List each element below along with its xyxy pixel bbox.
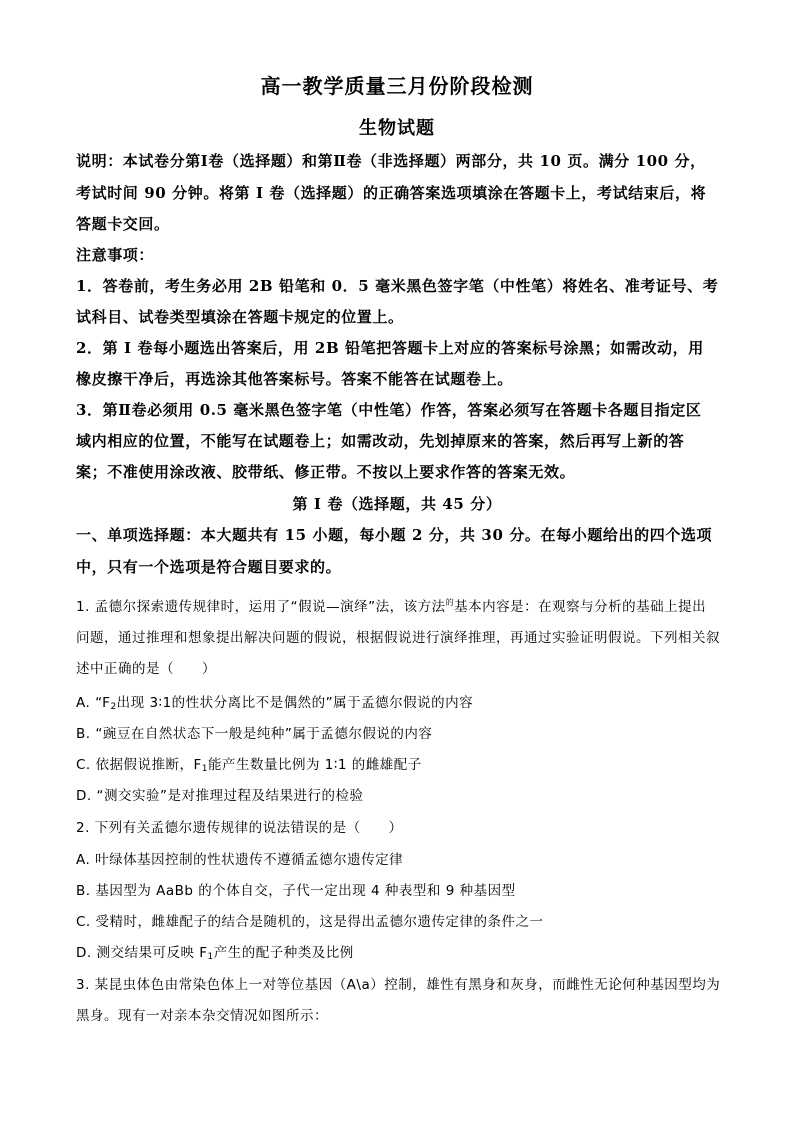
section-desc-line: 中，只有一个选项是符合题目要求的。 <box>76 558 342 576</box>
question-1-stem: 问题，通过推理和想象提出解决问题的假说，根据假说进行演绎推理，再通过实验证明假说。下列相关叙 <box>76 630 720 646</box>
question-1-option-c: C. 依据假说推断，$F_1$能产生数量比例为 1∶1 的雌雄配子 <box>76 757 422 774</box>
question-3-stem: 黑身。现有一对亲本杂交情况如图所示： <box>76 1008 328 1024</box>
note-line: 域内相应的位置，不能写在试题卷上；如需改动，先划掉原来的答案，然后再写上新的答 <box>76 432 685 450</box>
intro-line: 说明：本试卷分第Ⅰ卷（选择题）和第Ⅱ卷（非选择题）两部分，共 10 页。满分 100 分， <box>76 152 706 170</box>
question-1-option-d: D. “测交实验”是对推理过程及结果进行的检验 <box>76 788 364 804</box>
note-line: 试科目、试卷类型填涂在答题卡规定的位置上。 <box>76 308 404 326</box>
section-heading: 第 Ⅰ 卷（选择题，共 45 分） <box>292 495 502 513</box>
question-1-option-a: A. “$F_2$出现 3∶1的性状分离比不是偶然的”属于孟德尔假说的内容 <box>76 695 474 712</box>
note-line: 橡皮擦干净后，再选涂其他答案标号。答案不能答在试题卷上。 <box>76 370 513 388</box>
question-2-option-a: A. 叶绿体基因控制的性状遗传不遵循孟德尔遗传定律 <box>76 852 404 868</box>
question-2-stem: 2. 下列有关孟德尔遗传规律的说法错误的是（ ） <box>76 820 403 836</box>
question-1-stem: 述中正确的是（ ） <box>76 661 216 677</box>
intro-line: 答题卡交回。 <box>76 215 170 233</box>
question-1-stem: 1. 孟德尔探索遗传规律时，运用了“假说—演绎”法，该方法$^的$基本内容是：在观察与分析的基础上提出 <box>76 598 707 615</box>
question-2-option-c: C. 受精时，雌雄配子的结合是随机的，这是得出孟德尔遗传定律的条件之一 <box>76 914 544 930</box>
note-line: 案；不准使用涂改液、胶带纸、修正带。不按以上要求作答的答案无效。 <box>76 463 576 481</box>
exam-subtitle: 生物试题 <box>359 118 435 139</box>
intro-line: 考试时间 90 分钟。将第 Ⅰ 卷（选择题）的正确答案选项填涂在答题卡上，考试结束后，将 <box>76 184 707 202</box>
note-line: 1．答卷前，考生务必用 2B 铅笔和 0．5 毫米黑色签字笔（中性笔）将姓名、准考证号、考 <box>76 277 719 295</box>
note-line: 2．第 Ⅰ 卷每小题选出答案后，用 2B 铅笔把答题卡上对应的答案标号涂黑；如需改动，用 <box>76 339 704 357</box>
question-2-option-b: B. 基因型为 AaBb 的个体自交，子代一定出现 4 种表型和 9 种基因型 <box>76 883 516 899</box>
question-2-option-d: D. 测交结果可反映 $F_1$产生的配子种类及比例 <box>76 945 354 962</box>
notes-heading: 注意事项： <box>76 246 155 264</box>
exam-title: 高一教学质量三月份阶段检测 <box>260 74 534 98</box>
question-3-stem: 3. 某昆虫体色由常染色体上一对等位基因（A\a）控制，雄性有黑身和灰身，而雌性无论何种基因型均为 <box>76 977 721 993</box>
question-1-option-b: B. “豌豆在自然状态下一般是纯种”属于孟德尔假说的内容 <box>76 726 433 742</box>
note-line: 3．第Ⅱ卷必须用 0.5 毫米黑色签字笔（中性笔）作答，答案必须写在答题卡各题目指定区 <box>76 401 702 419</box>
section-desc-line: 一、单项选择题：本大题共有 15 小题，每小题 2 分，共 30 分。在每小题给出的四个选项 <box>76 526 713 544</box>
